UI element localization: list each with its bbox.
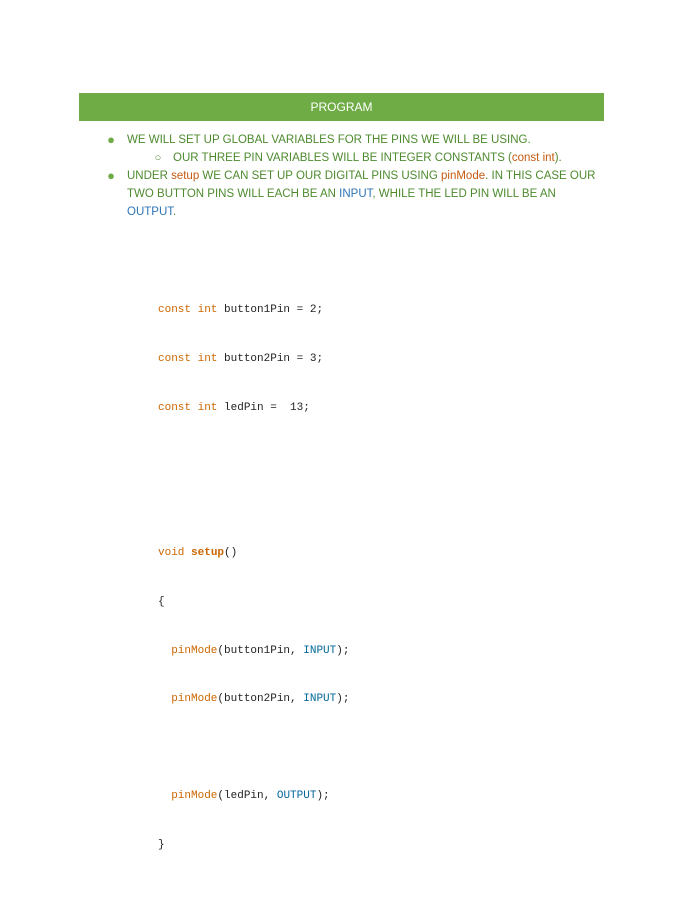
bullet-text: UNDER xyxy=(127,170,172,182)
sub-bullet-text-end: ). xyxy=(554,152,562,164)
code-line xyxy=(158,302,349,318)
code-call: pinMode xyxy=(171,644,218,657)
bullet-text: . IN THIS CASE OUR TWO BUTTON PINS WILL EACH BE AN xyxy=(127,170,596,200)
keyword-output: OUTPUT xyxy=(127,206,173,218)
code-call: pinMode xyxy=(171,693,218,706)
code-line xyxy=(158,643,349,659)
code-text: () xyxy=(224,547,238,560)
code-brace: { xyxy=(158,595,165,608)
sub-bullet-text: OUR THREE PIN VARIABLES WILL BE INTEGER CONSTANTS ( xyxy=(173,152,512,164)
section-banner xyxy=(79,93,604,121)
code-text: ledPin = 13; xyxy=(217,401,310,414)
hollow-circle-icon: ○ xyxy=(154,152,162,164)
section-title: PROGRAM xyxy=(310,100,373,114)
code-line xyxy=(158,351,349,367)
code-line xyxy=(158,788,349,804)
sub-bullet-item xyxy=(104,149,604,167)
code-blank-line xyxy=(158,448,349,464)
code-keyword: void xyxy=(158,547,185,560)
bullet-item xyxy=(104,167,604,221)
code-text: (ledPin, xyxy=(217,790,277,803)
code-block xyxy=(158,270,349,886)
code-line xyxy=(158,691,349,707)
bullet-dot-icon: ● xyxy=(107,132,115,147)
code-line xyxy=(158,837,349,853)
code-constant: INPUT xyxy=(303,644,337,657)
code-text: button1Pin = 2; xyxy=(217,304,324,317)
code-function-name: setup xyxy=(191,547,225,560)
code-keyword: const int xyxy=(158,353,218,365)
code-blank-line xyxy=(158,740,349,756)
code-line xyxy=(158,594,349,610)
code-text: ); xyxy=(336,644,350,657)
bullet-item xyxy=(104,131,604,149)
code-call: pinMode xyxy=(171,790,218,803)
code-text: button2Pin = 3; xyxy=(217,353,324,365)
keyword-pinmode: pinMode xyxy=(441,170,486,182)
code-constant: OUTPUT xyxy=(276,790,317,803)
bullet-text: WE CAN SET UP OUR DIGITAL PINS USING xyxy=(199,170,441,182)
bullet-text: , WHILE THE LED PIN WILL BE AN xyxy=(372,188,556,200)
code-brace: } xyxy=(158,838,165,851)
bullet-list xyxy=(104,131,604,221)
code-text: (button2Pin, xyxy=(217,693,304,706)
code-keyword: const int xyxy=(158,304,218,317)
code-text: (button1Pin, xyxy=(217,644,304,657)
bullet-text: . xyxy=(173,206,177,218)
bullet-text: WE WILL SET UP GLOBAL VARIABLES FOR THE PINS WE WILL BE USING. xyxy=(127,134,531,146)
code-line xyxy=(158,400,349,416)
code-text: ); xyxy=(316,790,330,803)
bullet-dot-icon: ● xyxy=(107,168,115,183)
code-blank-line xyxy=(158,497,349,513)
code-line xyxy=(158,545,349,561)
code-constant: INPUT xyxy=(303,693,337,706)
keyword-setup: setup xyxy=(171,170,200,182)
keyword-const-int: const int xyxy=(511,152,555,164)
keyword-input: INPUT xyxy=(339,188,373,200)
code-text: ); xyxy=(336,693,350,706)
code-keyword: const int xyxy=(158,401,218,414)
